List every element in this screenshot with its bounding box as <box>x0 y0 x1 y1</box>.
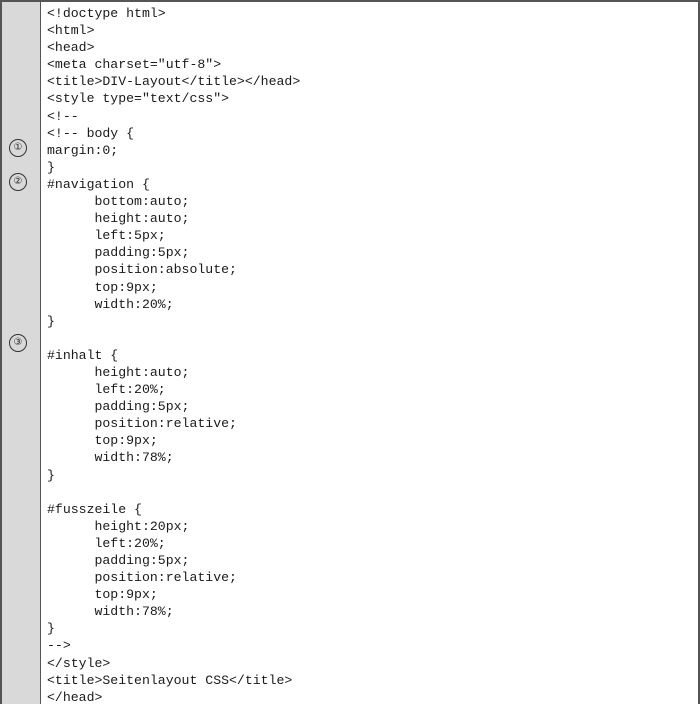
code-line: height:auto; <box>47 364 190 380</box>
code-line: <!-- <box>47 108 79 124</box>
code-line: left:20%; <box>47 535 166 551</box>
marker-3: ③ <box>9 334 27 352</box>
frame-border-left <box>0 0 2 704</box>
code-line: <style type="text/css"> <box>47 91 230 107</box>
code-line: width:78%; <box>47 604 174 620</box>
code-line: top:9px; <box>47 433 158 449</box>
code-line: #navigation { <box>47 176 150 192</box>
code-line: <!-- body { <box>47 125 135 141</box>
code-line: <html> <box>47 23 95 39</box>
code-line: margin:0; <box>47 142 119 158</box>
code-line: } <box>47 313 55 329</box>
code-line: <title>Seitenlayout CSS</title> <box>47 672 293 688</box>
code-line: --> <box>47 638 71 654</box>
line-marker-gutter <box>0 0 41 704</box>
code-line <box>47 484 687 501</box>
code-line: bottom:auto; <box>47 194 190 210</box>
code-line: padding:5px; <box>47 399 190 415</box>
code-line: <head> <box>47 40 95 56</box>
code-line: left:20%; <box>47 382 166 398</box>
code-line: width:20%; <box>47 296 174 312</box>
code-line: padding:5px; <box>47 245 190 261</box>
code-line: } <box>47 159 55 175</box>
code-line <box>47 330 687 347</box>
code-line: } <box>47 621 55 637</box>
code-line: padding:5px; <box>47 553 190 568</box>
frame-border-top <box>0 0 698 2</box>
code-line: height:auto; <box>47 211 190 227</box>
code-line: } <box>47 467 55 483</box>
code-line: #inhalt { <box>47 347 119 363</box>
code-line: width:78%; <box>47 450 174 466</box>
code-line: top:9px; <box>47 587 158 603</box>
code-line: top:9px; <box>47 279 158 295</box>
code-line: position:absolute; <box>47 262 237 278</box>
code-line: position:relative; <box>47 416 237 432</box>
code-line: position:relative; <box>47 570 237 586</box>
code-line: #fusszeile { <box>47 501 142 517</box>
code-line: <title>DIV-Layout</title></head> <box>47 74 301 90</box>
code-line: height:20px; <box>47 518 190 534</box>
code-line: <meta charset="utf-8"> <box>47 57 222 73</box>
code-line: </head> <box>47 689 103 704</box>
marker-1: ① <box>9 139 27 157</box>
code-block <box>47 5 687 704</box>
code-line: <!doctype html> <box>47 6 166 21</box>
code-line: left:5px; <box>47 228 166 244</box>
code-line: </style> <box>47 655 111 671</box>
marker-2: ② <box>9 173 27 191</box>
